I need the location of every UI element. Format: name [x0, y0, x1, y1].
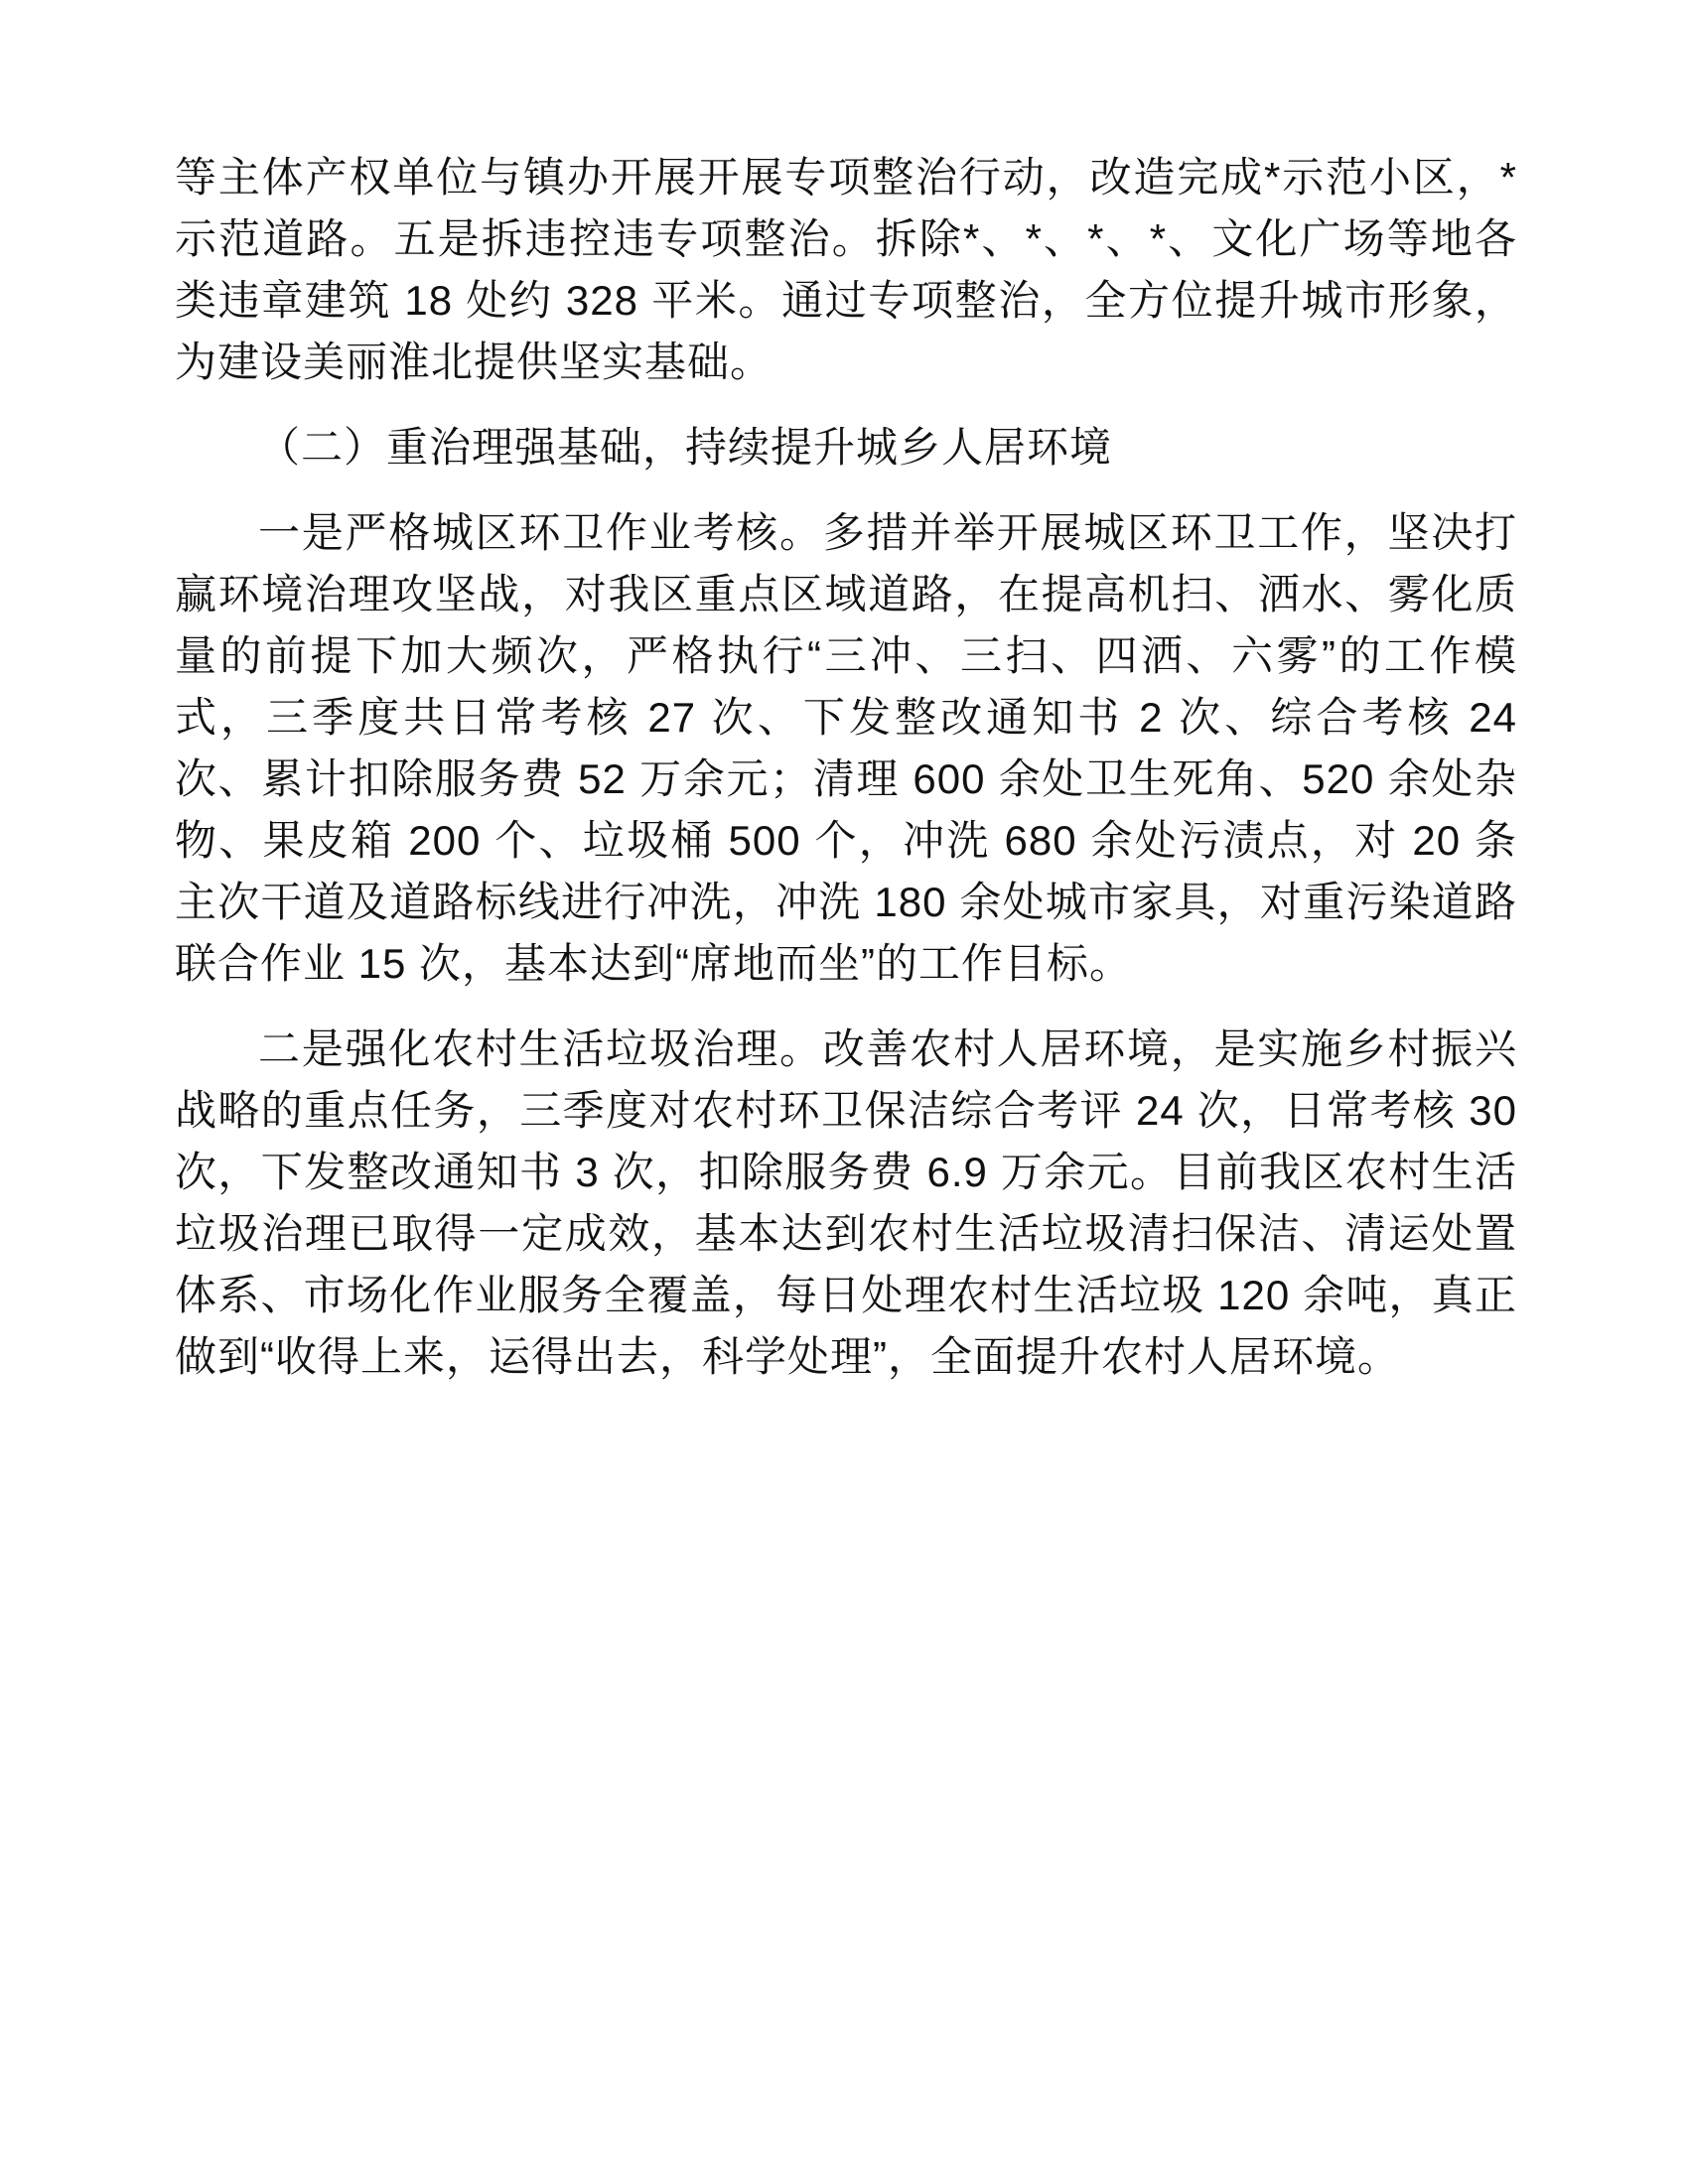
section-heading: （二）重治理强基础，持续提升城乡人居环境	[258, 424, 1113, 471]
paragraph-city-sanitation: 一是严格城区环卫作业考核。多措并举开展城区环卫工作，坚决打赢环境治理攻坚战，对我区重点区域道路，在提高机扫、洒水、雾化质量的前提下加大频次，严格执行“三冲、三扫、四洒、六雾”的工作模式，三季度共日常考核 27 次、下发整改通知书 2 次、综合考核 24 次、累计扣除服务费 52 万余元；清理 600 余处卫生死角、520 余处杂物、果皮箱 200 个、垃圾桶 500 个，冲洗 680 余处污渍点，对 20 条主次干道及道路标线进行冲洗，冲洗 180 余处城市家具，对重污染道路联合作业 15 次，基本达到“席地而坐”的工作目标。	[175, 509, 1517, 987]
paragraph-rural-waste: 二是强化农村生活垃圾治理。改善农村人居环境，是实施乡村振兴战略的重点任务，三季度对农村环卫保洁综合考评 24 次，日常考核 30 次，下发整改通知书 3 次，扣除服务费 6.9 万余元。目前我区农村生活垃圾治理已取得一定成效，基本达到农村生活垃圾清扫保洁、清运处置体系、市场化作业服务全覆盖，每日处理农村生活垃圾 120 余吨，真正做到“收得上来，运得出去，科学处理”，全面提升农村人居环境。	[175, 1025, 1517, 1380]
paragraph-continuation: 等主体产权单位与镇办开展开展专项整治行动，改造完成*示范小区，*示范道路。五是拆违控违专项整治。拆除*、*、*、*、文化广场等地各类违章建筑 18 处约 328 平米。通过专项整治，全方位提升城市形象，为建设美丽淮北提供坚实基础。	[175, 154, 1517, 385]
